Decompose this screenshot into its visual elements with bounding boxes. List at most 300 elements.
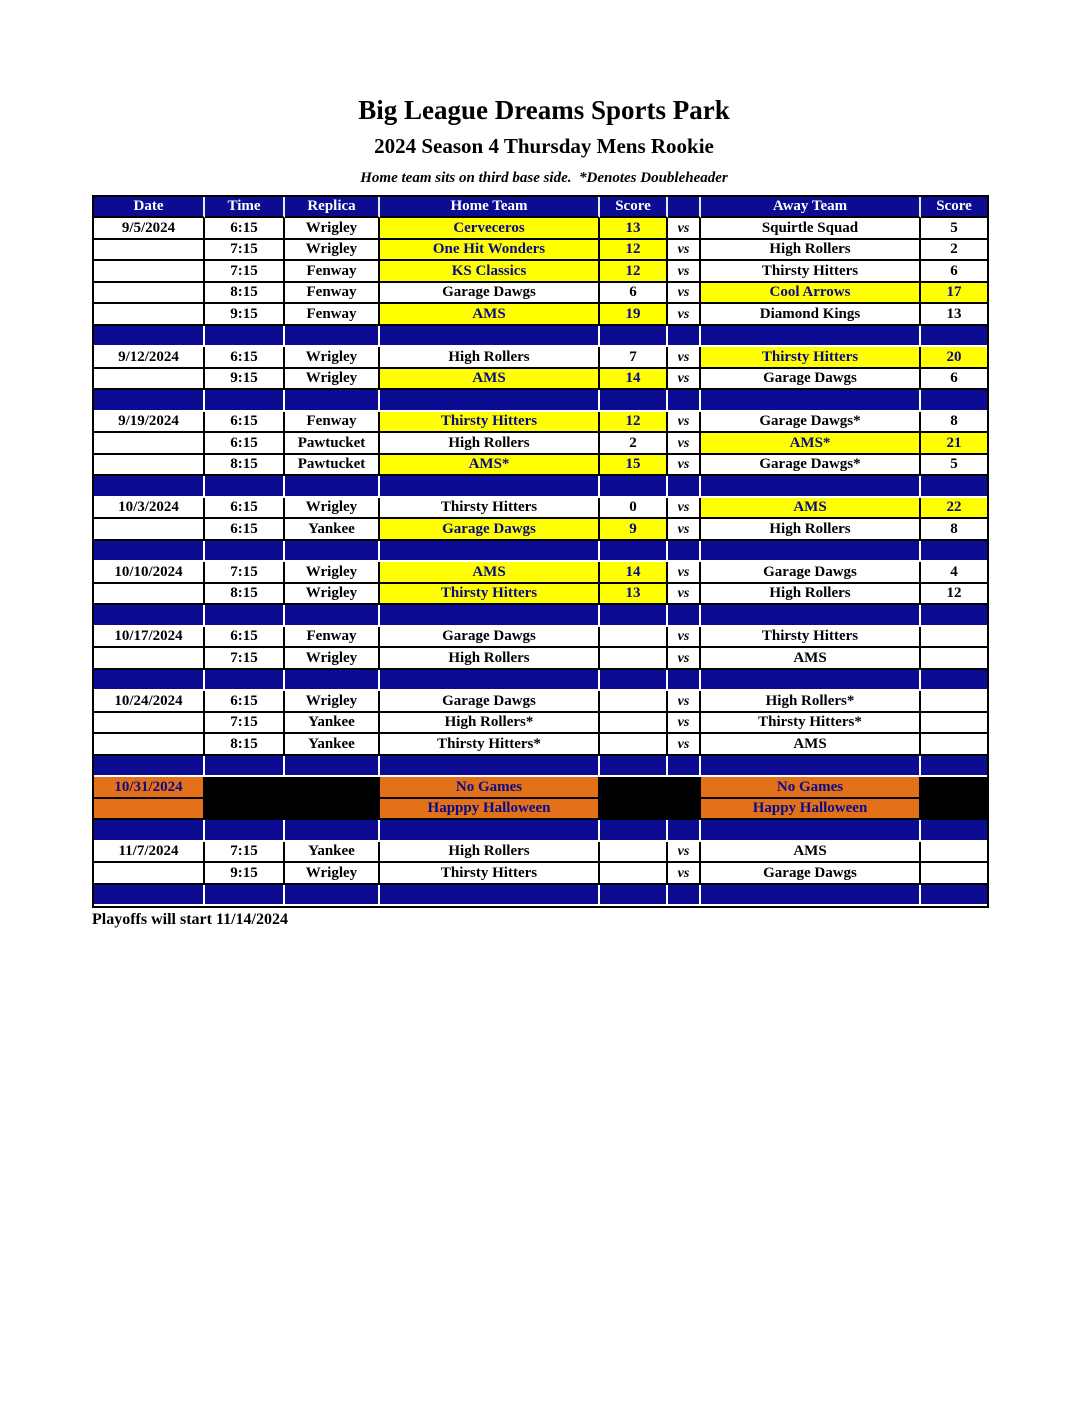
date-cell bbox=[94, 240, 205, 262]
home-score-cell: 12 bbox=[600, 412, 668, 434]
home-score-cell bbox=[600, 799, 668, 821]
home-score-cell bbox=[600, 627, 668, 649]
home-score-cell: 19 bbox=[600, 304, 668, 326]
replica-cell: Wrigley bbox=[285, 584, 380, 606]
vs-cell: vs bbox=[668, 369, 701, 391]
separator-cell bbox=[285, 756, 380, 778]
separator-cell bbox=[600, 820, 668, 842]
replica-cell: Wrigley bbox=[285, 218, 380, 240]
replica-cell: Yankee bbox=[285, 842, 380, 864]
separator-cell bbox=[921, 670, 987, 692]
home-score-cell: 9 bbox=[600, 519, 668, 541]
separator-cell bbox=[921, 605, 987, 627]
separator-cell bbox=[94, 820, 205, 842]
vs-cell: vs bbox=[668, 498, 701, 520]
separator-cell bbox=[94, 476, 205, 498]
separator-cell bbox=[600, 326, 668, 348]
game-row bbox=[94, 455, 987, 477]
time-cell: 7:15 bbox=[205, 261, 285, 283]
time-cell: 6:15 bbox=[205, 627, 285, 649]
home-score-cell bbox=[600, 842, 668, 864]
col-header-vs bbox=[668, 197, 701, 219]
away-score-cell: 6 bbox=[921, 369, 987, 391]
game-row bbox=[94, 347, 987, 369]
separator-cell bbox=[701, 541, 921, 563]
separator-row bbox=[94, 476, 987, 498]
away-team-cell: Garage Dawgs bbox=[701, 562, 921, 584]
away-team-cell: No Games bbox=[701, 777, 921, 799]
away-score-cell: 4 bbox=[921, 562, 987, 584]
away-score-cell bbox=[921, 627, 987, 649]
schedule-body bbox=[94, 218, 987, 906]
home-score-cell: 7 bbox=[600, 347, 668, 369]
home-team-cell: Garage Dawgs bbox=[380, 691, 600, 713]
separator-cell bbox=[701, 390, 921, 412]
game-row bbox=[94, 584, 987, 606]
away-team-cell: Garage Dawgs* bbox=[701, 455, 921, 477]
separator-cell bbox=[285, 541, 380, 563]
separator-cell bbox=[94, 756, 205, 778]
time-cell: 8:15 bbox=[205, 584, 285, 606]
away-team-cell: Thirsty Hitters bbox=[701, 347, 921, 369]
halloween-row bbox=[94, 777, 987, 799]
separator-cell bbox=[380, 820, 600, 842]
separator-row bbox=[94, 670, 987, 692]
separator-cell bbox=[668, 670, 701, 692]
home-team-cell: One Hit Wonders bbox=[380, 240, 600, 262]
away-score-cell bbox=[921, 691, 987, 713]
away-score-cell bbox=[921, 863, 987, 885]
away-team-cell: Diamond Kings bbox=[701, 304, 921, 326]
separator-cell bbox=[205, 541, 285, 563]
separator-cell bbox=[668, 541, 701, 563]
schedule-note: Home team sits on third base side. *Denotes Doubleheader bbox=[360, 169, 728, 186]
home-team-cell: High Rollers bbox=[380, 648, 600, 670]
time-cell bbox=[205, 799, 285, 821]
away-score-cell: 5 bbox=[921, 455, 987, 477]
separator-cell bbox=[380, 756, 600, 778]
separator-cell bbox=[701, 670, 921, 692]
separator-cell bbox=[205, 885, 285, 907]
col-header-home-team: Home Team bbox=[380, 197, 600, 219]
away-score-cell: 12 bbox=[921, 584, 987, 606]
game-row bbox=[94, 648, 987, 670]
replica-cell: Wrigley bbox=[285, 347, 380, 369]
date-cell: 10/17/2024 bbox=[94, 627, 205, 649]
separator-cell bbox=[94, 326, 205, 348]
time-cell: 7:15 bbox=[205, 648, 285, 670]
separator-cell bbox=[380, 326, 600, 348]
game-row bbox=[94, 498, 987, 520]
game-row bbox=[94, 218, 987, 240]
time-cell: 9:15 bbox=[205, 863, 285, 885]
away-score-cell bbox=[921, 777, 987, 799]
separator-cell bbox=[701, 605, 921, 627]
separator-cell bbox=[205, 756, 285, 778]
date-cell bbox=[94, 648, 205, 670]
away-score-cell: 8 bbox=[921, 412, 987, 434]
home-team-cell: No Games bbox=[380, 777, 600, 799]
home-score-cell: 2 bbox=[600, 433, 668, 455]
home-team-cell: AMS bbox=[380, 562, 600, 584]
col-header-away-team: Away Team bbox=[701, 197, 921, 219]
separator-cell bbox=[205, 476, 285, 498]
time-cell: 7:15 bbox=[205, 842, 285, 864]
home-score-cell: 0 bbox=[600, 498, 668, 520]
separator-cell bbox=[380, 541, 600, 563]
date-cell: 9/12/2024 bbox=[94, 347, 205, 369]
time-cell: 7:15 bbox=[205, 240, 285, 262]
replica-cell: Wrigley bbox=[285, 498, 380, 520]
col-header-date: Date bbox=[94, 197, 205, 219]
date-cell bbox=[94, 455, 205, 477]
replica-cell: Yankee bbox=[285, 519, 380, 541]
time-cell: 8:15 bbox=[205, 455, 285, 477]
separator-cell bbox=[205, 820, 285, 842]
home-team-cell: Happpy Halloween bbox=[380, 799, 600, 821]
replica-cell: Wrigley bbox=[285, 562, 380, 584]
date-cell: 9/5/2024 bbox=[94, 218, 205, 240]
home-score-cell: 15 bbox=[600, 455, 668, 477]
separator-cell bbox=[94, 885, 205, 907]
date-cell: 10/24/2024 bbox=[94, 691, 205, 713]
vs-cell: vs bbox=[668, 863, 701, 885]
halloween-row bbox=[94, 799, 987, 821]
time-cell: 6:15 bbox=[205, 691, 285, 713]
separator-cell bbox=[668, 390, 701, 412]
away-score-cell: 6 bbox=[921, 261, 987, 283]
away-team-cell: Squirtle Squad bbox=[701, 218, 921, 240]
vs-cell: vs bbox=[668, 347, 701, 369]
separator-cell bbox=[94, 541, 205, 563]
replica-cell: Wrigley bbox=[285, 369, 380, 391]
game-row bbox=[94, 734, 987, 756]
away-score-cell: 22 bbox=[921, 498, 987, 520]
vs-cell: vs bbox=[668, 713, 701, 735]
vs-cell: vs bbox=[668, 648, 701, 670]
separator-cell bbox=[921, 756, 987, 778]
separator-cell bbox=[921, 326, 987, 348]
date-cell bbox=[94, 304, 205, 326]
away-team-cell: AMS bbox=[701, 842, 921, 864]
separator-cell bbox=[600, 541, 668, 563]
home-score-cell: 14 bbox=[600, 562, 668, 584]
time-cell: 6:15 bbox=[205, 218, 285, 240]
game-row bbox=[94, 562, 987, 584]
date-cell bbox=[94, 283, 205, 305]
away-team-cell: High Rollers* bbox=[701, 691, 921, 713]
away-team-cell: Garage Dawgs bbox=[701, 863, 921, 885]
vs-cell: vs bbox=[668, 627, 701, 649]
time-cell: 6:15 bbox=[205, 433, 285, 455]
away-team-cell: Cool Arrows bbox=[701, 283, 921, 305]
home-score-cell: 13 bbox=[600, 584, 668, 606]
date-cell: 11/7/2024 bbox=[94, 842, 205, 864]
away-score-cell: 20 bbox=[921, 347, 987, 369]
separator-cell bbox=[668, 476, 701, 498]
away-score-cell: 13 bbox=[921, 304, 987, 326]
game-row bbox=[94, 863, 987, 885]
separator-cell bbox=[380, 605, 600, 627]
separator-cell bbox=[285, 326, 380, 348]
date-cell bbox=[94, 519, 205, 541]
separator-cell bbox=[701, 476, 921, 498]
home-team-cell: High Rollers* bbox=[380, 713, 600, 735]
home-score-cell: 13 bbox=[600, 218, 668, 240]
home-score-cell: 14 bbox=[600, 369, 668, 391]
col-header-away-score: Score bbox=[921, 197, 987, 219]
vs-cell: vs bbox=[668, 261, 701, 283]
replica-cell: Wrigley bbox=[285, 691, 380, 713]
separator-cell bbox=[600, 670, 668, 692]
separator-cell bbox=[668, 326, 701, 348]
away-team-cell: AMS* bbox=[701, 433, 921, 455]
home-team-cell: Thirsty Hitters bbox=[380, 863, 600, 885]
date-cell bbox=[94, 799, 205, 821]
separator-cell bbox=[285, 670, 380, 692]
away-team-cell: Thirsty Hitters* bbox=[701, 713, 921, 735]
replica-cell: Wrigley bbox=[285, 648, 380, 670]
date-cell: 10/10/2024 bbox=[94, 562, 205, 584]
date-cell bbox=[94, 369, 205, 391]
home-team-cell: AMS* bbox=[380, 455, 600, 477]
date-cell bbox=[94, 734, 205, 756]
home-score-cell bbox=[600, 691, 668, 713]
separator-cell bbox=[701, 326, 921, 348]
away-score-cell: 8 bbox=[921, 519, 987, 541]
separator-cell bbox=[600, 605, 668, 627]
date-cell bbox=[94, 261, 205, 283]
replica-cell bbox=[285, 799, 380, 821]
game-row bbox=[94, 240, 987, 262]
separator-cell bbox=[921, 820, 987, 842]
page-title: Big League Dreams Sports Park bbox=[358, 95, 730, 125]
date-cell bbox=[94, 713, 205, 735]
home-score-cell bbox=[600, 734, 668, 756]
away-score-cell: 17 bbox=[921, 283, 987, 305]
separator-cell bbox=[94, 605, 205, 627]
replica-cell: Fenway bbox=[285, 412, 380, 434]
page-subtitle: 2024 Season 4 Thursday Mens Rookie bbox=[374, 133, 714, 158]
game-row bbox=[94, 433, 987, 455]
separator-cell bbox=[285, 605, 380, 627]
separator-row bbox=[94, 541, 987, 563]
separator-cell bbox=[600, 885, 668, 907]
vs-cell: vs bbox=[668, 304, 701, 326]
vs-cell: vs bbox=[668, 455, 701, 477]
game-row bbox=[94, 519, 987, 541]
home-team-cell: Thirsty Hitters bbox=[380, 412, 600, 434]
separator-cell bbox=[701, 885, 921, 907]
separator-cell bbox=[921, 885, 987, 907]
home-team-cell: Thirsty Hitters bbox=[380, 498, 600, 520]
home-team-cell: Cerveceros bbox=[380, 218, 600, 240]
time-cell: 9:15 bbox=[205, 369, 285, 391]
date-cell: 10/3/2024 bbox=[94, 498, 205, 520]
vs-cell: vs bbox=[668, 562, 701, 584]
separator-cell bbox=[285, 390, 380, 412]
separator-cell bbox=[94, 390, 205, 412]
time-cell: 9:15 bbox=[205, 304, 285, 326]
home-team-cell: AMS bbox=[380, 369, 600, 391]
separator-row bbox=[94, 390, 987, 412]
vs-cell: vs bbox=[668, 519, 701, 541]
game-row bbox=[94, 283, 987, 305]
vs-cell: vs bbox=[668, 283, 701, 305]
replica-cell: Wrigley bbox=[285, 863, 380, 885]
home-score-cell: 12 bbox=[600, 240, 668, 262]
away-team-cell: AMS bbox=[701, 648, 921, 670]
replica-cell: Yankee bbox=[285, 734, 380, 756]
separator-cell bbox=[701, 820, 921, 842]
home-team-cell: Garage Dawgs bbox=[380, 519, 600, 541]
home-score-cell: 12 bbox=[600, 261, 668, 283]
separator-cell bbox=[285, 476, 380, 498]
game-row bbox=[94, 842, 987, 864]
replica-cell: Fenway bbox=[285, 283, 380, 305]
home-team-cell: High Rollers bbox=[380, 842, 600, 864]
separator-cell bbox=[668, 885, 701, 907]
home-score-cell bbox=[600, 777, 668, 799]
away-team-cell: Happy Halloween bbox=[701, 799, 921, 821]
time-cell bbox=[205, 777, 285, 799]
game-row bbox=[94, 304, 987, 326]
away-team-cell: Garage Dawgs* bbox=[701, 412, 921, 434]
separator-cell bbox=[380, 670, 600, 692]
away-team-cell: Garage Dawgs bbox=[701, 369, 921, 391]
home-team-cell: Garage Dawgs bbox=[380, 283, 600, 305]
away-score-cell: 21 bbox=[921, 433, 987, 455]
header-row bbox=[94, 197, 987, 219]
separator-cell bbox=[600, 476, 668, 498]
vs-cell: vs bbox=[668, 734, 701, 756]
date-cell bbox=[94, 433, 205, 455]
separator-cell bbox=[380, 390, 600, 412]
schedule-table bbox=[92, 195, 989, 909]
time-cell: 6:15 bbox=[205, 347, 285, 369]
time-cell: 8:15 bbox=[205, 734, 285, 756]
home-team-cell: AMS bbox=[380, 304, 600, 326]
replica-cell: Pawtucket bbox=[285, 455, 380, 477]
separator-cell bbox=[600, 390, 668, 412]
home-score-cell bbox=[600, 648, 668, 670]
vs-cell: vs bbox=[668, 218, 701, 240]
replica-cell: Yankee bbox=[285, 713, 380, 735]
game-row bbox=[94, 261, 987, 283]
time-cell: 7:15 bbox=[205, 713, 285, 735]
away-score-cell bbox=[921, 799, 987, 821]
time-cell: 6:15 bbox=[205, 412, 285, 434]
away-team-cell: High Rollers bbox=[701, 240, 921, 262]
game-row bbox=[94, 691, 987, 713]
away-score-cell: 5 bbox=[921, 218, 987, 240]
separator-cell bbox=[668, 820, 701, 842]
game-row bbox=[94, 369, 987, 391]
replica-cell bbox=[285, 777, 380, 799]
vs-cell: vs bbox=[668, 240, 701, 262]
away-score-cell: 2 bbox=[921, 240, 987, 262]
separator-row bbox=[94, 326, 987, 348]
separator-cell bbox=[205, 605, 285, 627]
vs-cell bbox=[668, 777, 701, 799]
home-team-cell: Garage Dawgs bbox=[380, 627, 600, 649]
separator-cell bbox=[921, 541, 987, 563]
replica-cell: Fenway bbox=[285, 261, 380, 283]
home-score-cell bbox=[600, 863, 668, 885]
separator-cell bbox=[668, 605, 701, 627]
away-score-cell bbox=[921, 734, 987, 756]
vs-cell: vs bbox=[668, 691, 701, 713]
replica-cell: Pawtucket bbox=[285, 433, 380, 455]
col-header-time: Time bbox=[205, 197, 285, 219]
separator-cell bbox=[380, 476, 600, 498]
separator-cell bbox=[701, 756, 921, 778]
date-cell bbox=[94, 584, 205, 606]
home-team-cell: High Rollers bbox=[380, 433, 600, 455]
away-score-cell bbox=[921, 713, 987, 735]
home-team-cell: Thirsty Hitters* bbox=[380, 734, 600, 756]
vs-cell: vs bbox=[668, 433, 701, 455]
separator-row bbox=[94, 605, 987, 627]
time-cell: 7:15 bbox=[205, 562, 285, 584]
vs-cell bbox=[668, 799, 701, 821]
col-header-home-score: Score bbox=[600, 197, 668, 219]
away-team-cell: High Rollers bbox=[701, 519, 921, 541]
separator-row bbox=[94, 885, 987, 907]
game-row bbox=[94, 627, 987, 649]
home-team-cell: Thirsty Hitters bbox=[380, 584, 600, 606]
separator-cell bbox=[921, 476, 987, 498]
home-score-cell bbox=[600, 713, 668, 735]
date-cell bbox=[94, 863, 205, 885]
separator-cell bbox=[205, 390, 285, 412]
separator-row bbox=[94, 820, 987, 842]
away-team-cell: Thirsty Hitters bbox=[701, 261, 921, 283]
away-team-cell: High Rollers bbox=[701, 584, 921, 606]
away-team-cell: AMS bbox=[701, 734, 921, 756]
home-score-cell: 6 bbox=[600, 283, 668, 305]
vs-cell: vs bbox=[668, 584, 701, 606]
away-score-cell bbox=[921, 842, 987, 864]
separator-cell bbox=[94, 670, 205, 692]
away-team-cell: Thirsty Hitters bbox=[701, 627, 921, 649]
separator-cell bbox=[380, 885, 600, 907]
separator-cell bbox=[205, 326, 285, 348]
game-row bbox=[94, 412, 987, 434]
away-team-cell: AMS bbox=[701, 498, 921, 520]
separator-row bbox=[94, 756, 987, 778]
home-team-cell: High Rollers bbox=[380, 347, 600, 369]
separator-cell bbox=[921, 390, 987, 412]
separator-cell bbox=[205, 670, 285, 692]
replica-cell: Wrigley bbox=[285, 240, 380, 262]
time-cell: 8:15 bbox=[205, 283, 285, 305]
away-score-cell bbox=[921, 648, 987, 670]
playoffs-note: Playoffs will start 11/14/2024 bbox=[92, 911, 288, 929]
vs-cell: vs bbox=[668, 842, 701, 864]
vs-cell: vs bbox=[668, 412, 701, 434]
date-cell: 10/31/2024 bbox=[94, 777, 205, 799]
time-cell: 6:15 bbox=[205, 498, 285, 520]
separator-cell bbox=[285, 820, 380, 842]
col-header-replica: Replica bbox=[285, 197, 380, 219]
date-cell: 9/19/2024 bbox=[94, 412, 205, 434]
replica-cell: Fenway bbox=[285, 627, 380, 649]
separator-cell bbox=[600, 756, 668, 778]
time-cell: 6:15 bbox=[205, 519, 285, 541]
home-team-cell: KS Classics bbox=[380, 261, 600, 283]
separator-cell bbox=[668, 756, 701, 778]
